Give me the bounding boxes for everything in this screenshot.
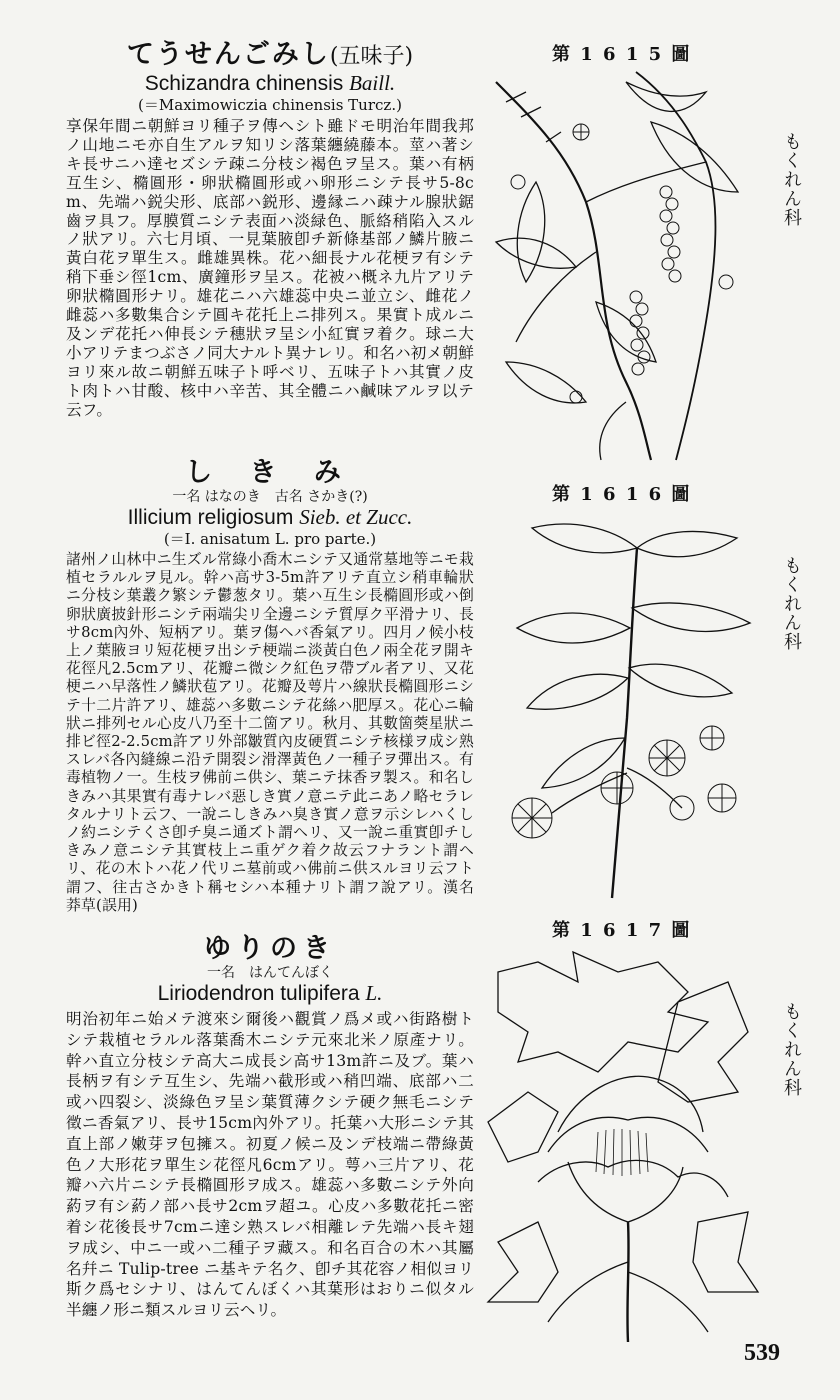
schizandra-illustration xyxy=(476,62,756,462)
synonym: (＝Maximowiczia chinensis Turcz.) xyxy=(138,96,402,114)
title-kanji: (五味子) xyxy=(329,44,414,69)
scientific-name-text: Liriodendron tulipifera xyxy=(157,982,360,1005)
figure-label-1616: 第 1 6 1 6 圖 xyxy=(552,484,692,505)
figure-label-1617: 第 1 6 1 7 圖 xyxy=(552,920,692,941)
entry-body: 明治初年ニ始メテ渡來シ爾後ハ觀賞ノ爲メ或ハ街路樹トシテ栽植セラルル落葉喬木ニシテ元來北米ノ原產ナリ。幹ハ直立分枝シテ高大ニ成長シ高サ13m許ニ及ブ。葉ハ長柄ヲ有シテ互生シ、先端ハ截形或ハ稍凹端、底部ハ二或ハ四裂シ、淡綠色ヲ呈シ葉質薄クシテ硬ク無毛ニシテ徵ニ香氣アリ、長サ15cm內外アリ。托葉ハ大形ニシテ其直上部ノ嫩芽ヲ包擁ス。初夏ノ候ニ及ンデ枝端ニ帶綠黃色ノ大形花ヲ單生シ花徑凡6cmアリ。萼ハ三片アリ、花瓣ハ六片ニシテ長橢圓形ヲ成ス。雄蕊ハ多數ニシテ外向葯ヲ有シ葯ノ部ハ長サ2cmヲ超ユ。心皮ハ多數花托ニ密着シ花後長サ7cmニ達シ熟スレバ相離レテ先端ハ長キ翅ヲ成シ、中ニ一或ハ二種子ヲ藏ス。和名百合の木ハ其屬名幷ニ Tulip-tree ニ基キテ名ク、卽チ其花容ノ相似ヨリ斯ク爲セシナリ、はんてんぼくハ其葉形はおりニ似タル半纏ノ形ニ類スルヨリ云ヘリ。 xyxy=(66,1010,474,1320)
entry-body: 諸州ノ山林中ニ生ズル常綠小喬木ニシテ又通常墓地等ニモ栽植セラルルヲ見ル。幹ハ高サ3-5m許アリテ直立シ稍車輪狀ニ分枝シ葉叢ク繁シテ鬱葱タリ。葉ハ互生シ長橢圓形或ハ倒卵狀廣披針形ニシテ兩端尖リ全邊ニシテ質厚ク平滑ナリ、長サ8cm內外、短柄アリ。葉ヲ傷ヘバ香氣アリ。四月ノ候小枝上ノ葉腋ヨリ短花梗ヲ出シテ梗端ニ淡黃白色ノ兩全花ヲ開キ花徑凡2.5cmアリ、花瓣ニ微シク紅色ヲ帶ブル者アリ、又花梗ニハ早落性ノ鱗狀苞アリ。花瓣及萼片ハ線狀長橢圓形ニシテ十二片許アリ、雄蕊ハ多數ニシテ花絲ハ肥厚ス。花心ニ輪狀ニ排列セル心皮八乃至十二箇アリ。秋月、其數箇葖星狀ニ排ビ徑2-2.5cm許アリ外部皺質內皮硬質ニシテ核様ヲ成シ熟スレバ各內縫線ニ沿テ開裂シ滑澤黃色ノ一種子ヲ彈出ス。有毒植物ノ一。生枝ヲ佛前ニ供シ、葉ニテ抹香ヲ製ス。和名しきみハ其果實有毒ナレバ惡しき實ノ意ニテ此ニあノ略セラレタルナリト云フ、一說ニしきみハ臭き實ノ意ヲ示シレハくしノ約ニシテくさ卽チ臭ニ通ズト謂ヘリ、又一說ニ重實卽チしきみノ意ニシテ其實枝上ニ重ゲク着ク故云フナラント謂ヘリ、花の木トハ花ノ代リニ墓前或ハ佛前ニ供スルヨリ云フト謂フ、往古さかきト稱セシハ本種ナリト謂フ說アリ。漢名 莽草(誤用) xyxy=(66,551,489,914)
entry-liriodendron xyxy=(66,934,474,1354)
scientific-name xyxy=(66,506,474,529)
family-label: もくれん科 xyxy=(781,1002,802,1097)
figure-label-1615: 第 1 6 1 5 圖 xyxy=(552,44,692,65)
scientific-name xyxy=(66,982,474,1005)
entry-title: ゆりのき xyxy=(204,933,336,964)
family-label: もくれん科 xyxy=(781,556,802,651)
title-kana: てうせんごみし xyxy=(126,39,330,70)
author: Baill. xyxy=(349,71,396,95)
scientific-name-text: Schizandra chinensis xyxy=(144,72,344,95)
entry-schizandra xyxy=(66,40,474,457)
author: L. xyxy=(365,981,383,1005)
scientific-name-text: Illicium religiosum xyxy=(127,506,294,529)
liriodendron-illustration xyxy=(478,942,768,1342)
page-number: 539 xyxy=(744,1340,780,1366)
alternate-names: 一名 はんてんぼく xyxy=(207,965,333,981)
illicium-illustration xyxy=(492,508,772,898)
entry-title xyxy=(66,40,474,72)
family-label: もくれん科 xyxy=(781,132,802,227)
entry-illicium xyxy=(66,457,489,933)
scientific-name xyxy=(66,72,474,95)
entry-title: し き み xyxy=(185,457,355,488)
alternate-names: 一名 はなのき 古名 さかき(?) xyxy=(172,489,368,505)
entry-body: 享保年間ニ朝鮮ヨリ種子ヲ傳ヘシト雖ドモ明治年間我邦ノ山地ニモ亦自生アルヲ知リシ落葉纏繞藤本。莖ハ著シキ長サニハ達セズシテ疎ニ分枝シ褐色ヲ呈ス。葉ハ有柄互生シ、橢圓形・卵狀橢圓形或ハ卵形ニシテ長サ5-8cm、先端ハ鋭尖形、底部ハ鋭形、邊縁ニハ疎ナル腺狀鋸齒ヲ具フ。厚膜質ニシテ表面ハ淡緑色、脈絡稍陷入スルノ狀アリ。六七月頃、一見葉腋卽チ新條基部ノ鱗片腋ニ黃白花ヲ單生ス。雌雄異株。花ハ細長ナル花梗ヲ有シテ稍下垂シ徑1cm、廣鐘形ヲ呈ス。花被ハ概ネ九片アリテ卵狀橢圓形ナリ。雄花ニハ六雄蕊中央ニ並立シ、雌花ノ雌蕊ハ多數集合シテ圓キ花托上ニ排列ス。果實ト成ルニ及ンデ花托ハ伸長シテ穗狀ヲ呈シ小紅實ヲ着ク。球ニ大小アリテまつぶさノ同大ナルト異ナレリ。和名ハ初メ朝鮮ヨリ來ル故ニ朝鮮五味子ト呼ベリ、五味子トハ其實ノ皮ト肉トハ甘酸、核中ハ辛苦、其全體ニハ鹹味アルヲ以テ云フ。 xyxy=(66,117,474,419)
author: Sieb. et Zucc. xyxy=(299,505,413,529)
synonym: (＝I. anisatum L. pro parte.) xyxy=(163,530,377,548)
